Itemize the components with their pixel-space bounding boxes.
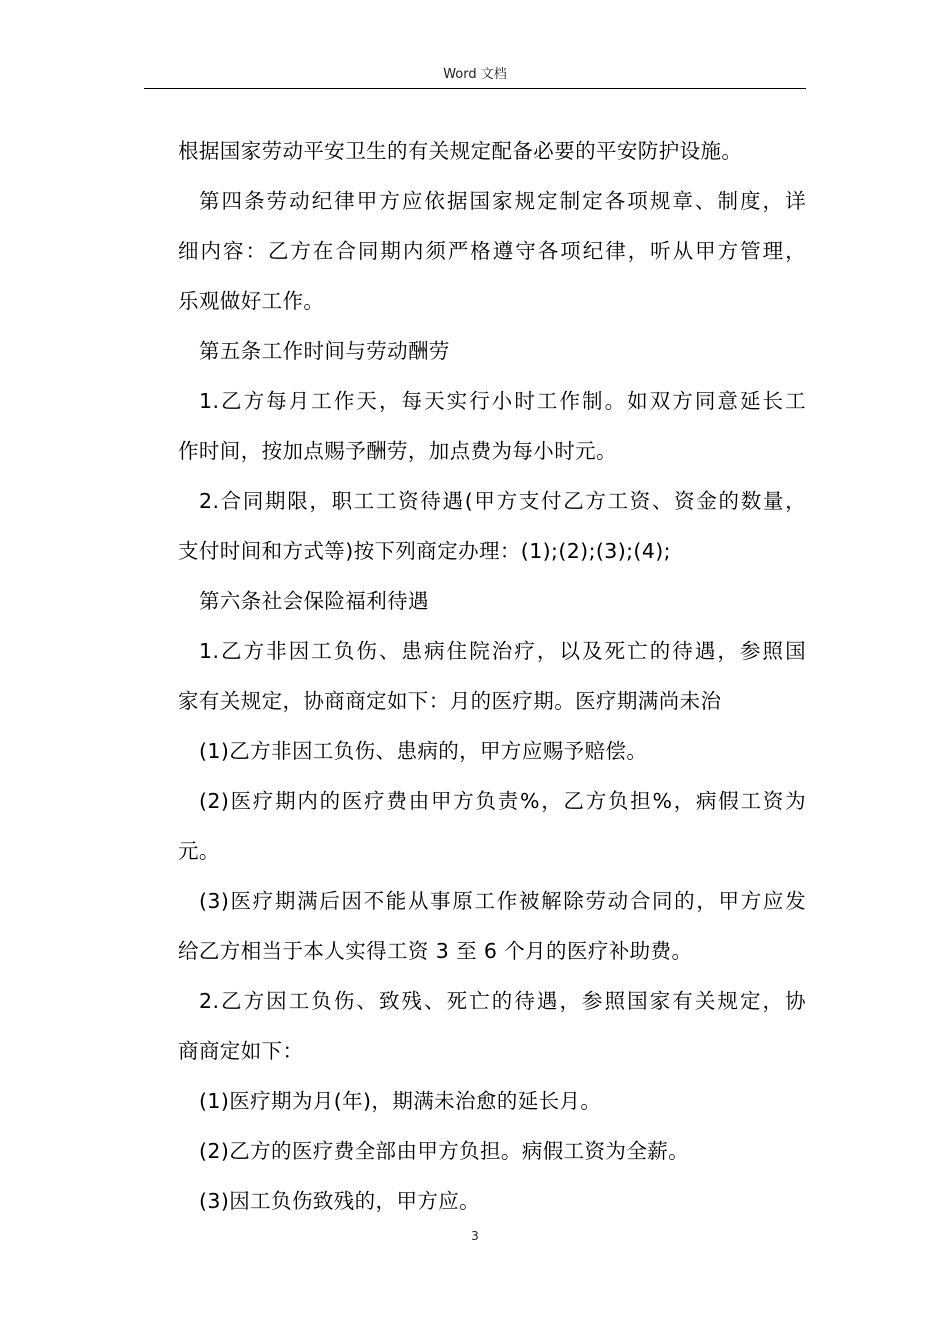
paragraph-line: 商商定如下： (178, 1039, 304, 1063)
section-heading: 第五条工作时间与劳动酬劳 (199, 339, 450, 363)
paragraph-line: 家有关规定，协商商定如下：月的医疗期。医疗期满尚未治 (178, 689, 722, 713)
paragraph-line: 第四条劳动纪律甲方应依据国家规定制定各项规章、制度，详 (199, 189, 806, 213)
paragraph-line: 作时间，按加点赐予酬劳，加点费为每小时元。 (178, 439, 617, 463)
paragraph-line: (2)医疗期内的医疗费由甲方负责%，乙方负担%，病假工资为 (199, 789, 806, 813)
paragraph-line: 2.合同期限，职工工资待遇(甲方支付乙方工资、资金的数量， (199, 489, 806, 513)
paragraph-line: (1)乙方非因工负伤、患病的，甲方应赐予赔偿。 (199, 739, 648, 763)
section-heading: 第六条社会保险福利待遇 (199, 589, 429, 613)
paragraph-line: (3)医疗期满后因不能从事原工作被解除劳动合同的，甲方应发 (199, 889, 806, 913)
paragraph-line: 2.乙方因工负伤、致残、死亡的待遇，参照国家有关规定，协 (199, 989, 806, 1013)
paragraph-line: 根据国家劳动平安卫生的有关规定配备必要的平安防护设施。 (178, 139, 743, 163)
page-number: 3 (471, 1229, 479, 1243)
paragraph-line: 1.乙方每月工作天，每天实行小时工作制。如双方同意延长工 (199, 389, 806, 413)
header-rule (144, 88, 806, 89)
page-header: Word 文档 (443, 67, 507, 82)
paragraph-line: 支付时间和方式等)按下列商定办理：(1);(2);(3);(4); (178, 539, 671, 563)
document-body (178, 126, 806, 1226)
paragraph-line: 细内容：乙方在合同期内须严格遵守各项纪律，听从甲方管理， (178, 239, 806, 263)
paragraph-line: (1)医疗期为月(年)，期满未治愈的延长月。 (199, 1089, 602, 1113)
paragraph-line: (2)乙方的医疗费全部由甲方负担。病假工资为全薪。 (199, 1139, 690, 1163)
paragraph-line: (3)因工负伤致残的，甲方应。 (199, 1189, 481, 1213)
paragraph-line: 元。 (178, 839, 220, 863)
paragraph-line: 1.乙方非因工负伤、患病住院治疗，以及死亡的待遇，参照国 (199, 639, 806, 663)
paragraph-line: 给乙方相当于本人实得工资 3 至 6 个月的医疗补助费。 (178, 939, 693, 963)
paragraph-line: 乐观做好工作。 (178, 289, 325, 313)
